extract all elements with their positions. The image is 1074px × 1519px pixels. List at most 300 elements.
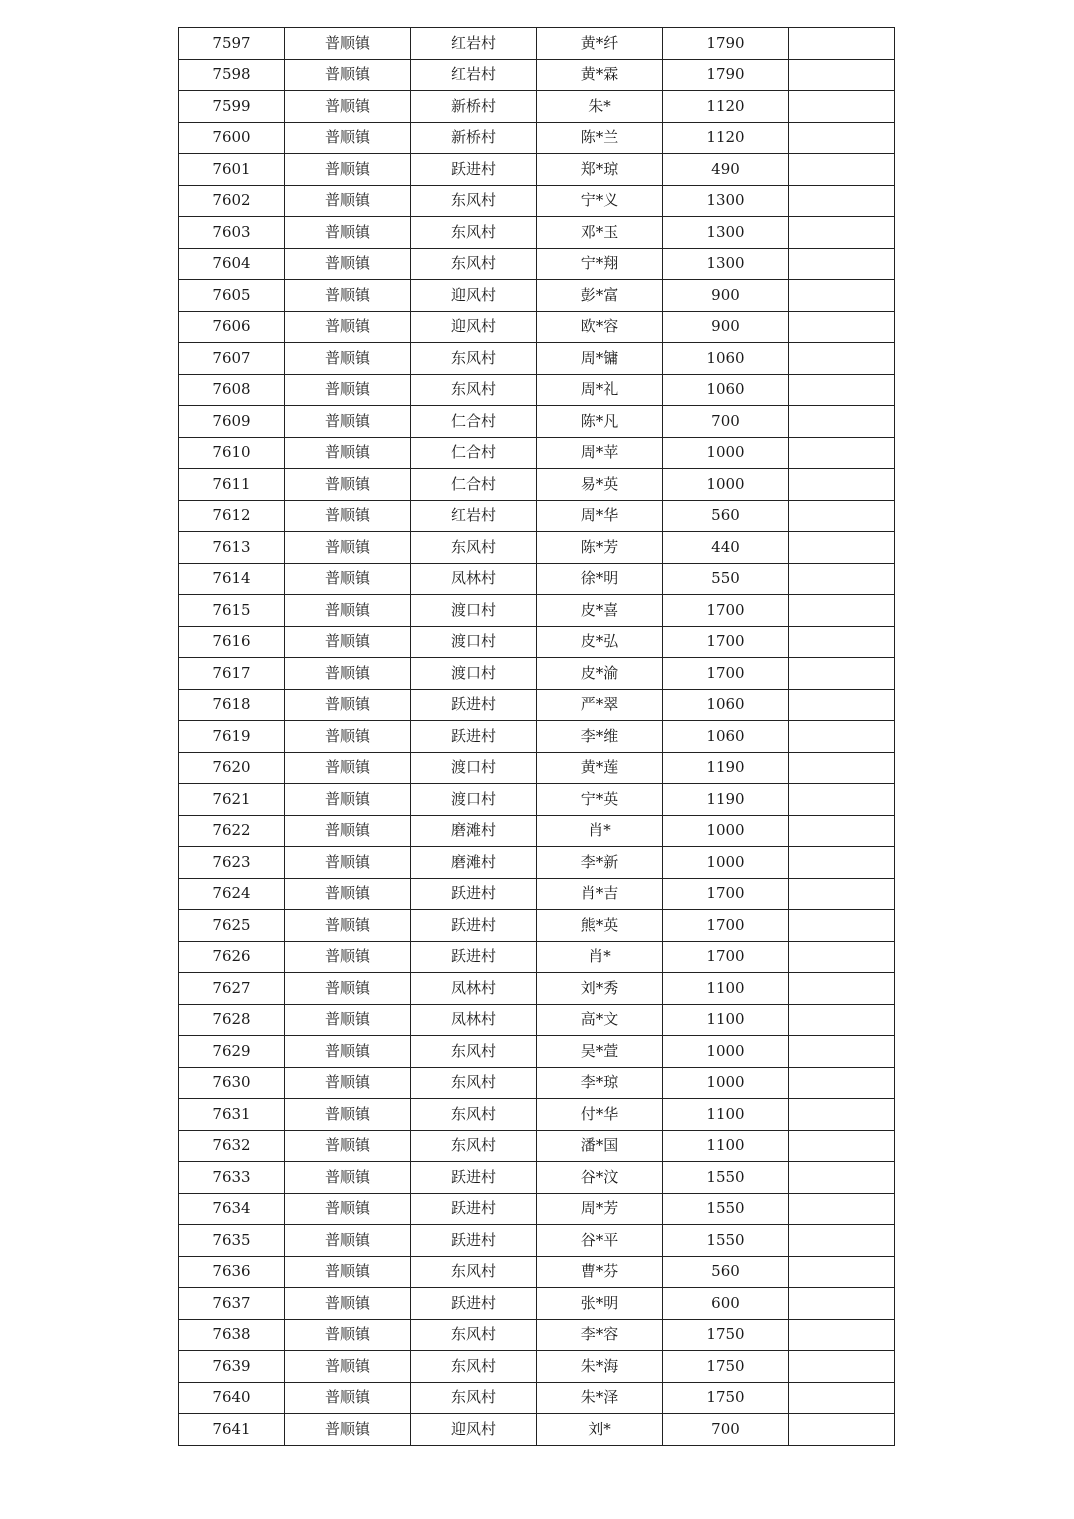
remark-cell: [789, 248, 895, 280]
amount-cell: 1700: [663, 658, 789, 690]
town-cell: 普顺镇: [285, 1099, 411, 1131]
name-cell: 曹*芬: [537, 1256, 663, 1288]
table-row: [179, 437, 895, 469]
amount-cell: 1300: [663, 248, 789, 280]
town-cell: 普顺镇: [285, 1036, 411, 1068]
row-number-cell: 7607: [179, 343, 285, 375]
row-number-cell: 7597: [179, 28, 285, 60]
amount-cell: 1190: [663, 784, 789, 816]
name-cell: 周*苹: [537, 437, 663, 469]
name-cell: 张*明: [537, 1288, 663, 1320]
amount-cell: 1000: [663, 1067, 789, 1099]
town-cell: 普顺镇: [285, 374, 411, 406]
town-cell: 普顺镇: [285, 1288, 411, 1320]
town-cell: 普顺镇: [285, 185, 411, 217]
remark-cell: [789, 847, 895, 879]
village-cell: 跃进村: [411, 941, 537, 973]
row-number-cell: 7612: [179, 500, 285, 532]
village-cell: 跃进村: [411, 721, 537, 753]
amount-cell: 1790: [663, 59, 789, 91]
village-cell: 东风村: [411, 1256, 537, 1288]
village-cell: 渡口村: [411, 626, 537, 658]
village-cell: 凤林村: [411, 973, 537, 1005]
name-cell: 宁*翔: [537, 248, 663, 280]
town-cell: 普顺镇: [285, 59, 411, 91]
amount-cell: 1550: [663, 1162, 789, 1194]
town-cell: 普顺镇: [285, 721, 411, 753]
amount-cell: 440: [663, 532, 789, 564]
village-cell: 东风村: [411, 1130, 537, 1162]
table-row: [179, 374, 895, 406]
village-cell: 渡口村: [411, 784, 537, 816]
name-cell: 李*琼: [537, 1067, 663, 1099]
village-cell: 跃进村: [411, 689, 537, 721]
table-row: [179, 154, 895, 186]
town-cell: 普顺镇: [285, 1351, 411, 1383]
amount-cell: 900: [663, 311, 789, 343]
village-cell: 磨滩村: [411, 815, 537, 847]
table-row: [179, 185, 895, 217]
town-cell: 普顺镇: [285, 311, 411, 343]
table-row: [179, 1256, 895, 1288]
village-cell: 红岩村: [411, 59, 537, 91]
town-cell: 普顺镇: [285, 658, 411, 690]
amount-cell: 1750: [663, 1351, 789, 1383]
row-number-cell: 7634: [179, 1193, 285, 1225]
row-number-cell: 7603: [179, 217, 285, 249]
town-cell: 普顺镇: [285, 469, 411, 501]
table-row: [179, 815, 895, 847]
row-number-cell: 7606: [179, 311, 285, 343]
remark-cell: [789, 973, 895, 1005]
name-cell: 周*华: [537, 500, 663, 532]
village-cell: 红岩村: [411, 500, 537, 532]
town-cell: 普顺镇: [285, 1067, 411, 1099]
amount-cell: 1190: [663, 752, 789, 784]
town-cell: 普顺镇: [285, 752, 411, 784]
name-cell: 陈*兰: [537, 122, 663, 154]
town-cell: 普顺镇: [285, 280, 411, 312]
name-cell: 皮*弘: [537, 626, 663, 658]
row-number-cell: 7630: [179, 1067, 285, 1099]
row-number-cell: 7638: [179, 1319, 285, 1351]
amount-cell: 1120: [663, 91, 789, 123]
row-number-cell: 7615: [179, 595, 285, 627]
village-cell: 仁合村: [411, 469, 537, 501]
name-cell: 邓*玉: [537, 217, 663, 249]
row-number-cell: 7622: [179, 815, 285, 847]
amount-cell: 490: [663, 154, 789, 186]
remark-cell: [789, 752, 895, 784]
row-number-cell: 7599: [179, 91, 285, 123]
town-cell: 普顺镇: [285, 563, 411, 595]
remark-cell: [789, 910, 895, 942]
table-row: [179, 784, 895, 816]
town-cell: 普顺镇: [285, 847, 411, 879]
town-cell: 普顺镇: [285, 1162, 411, 1194]
roster-table: [178, 27, 895, 1446]
table-row: [179, 1067, 895, 1099]
table-row: [179, 689, 895, 721]
amount-cell: 1100: [663, 1099, 789, 1131]
name-cell: 徐*明: [537, 563, 663, 595]
amount-cell: 1000: [663, 437, 789, 469]
remark-cell: [789, 941, 895, 973]
village-cell: 磨滩村: [411, 847, 537, 879]
village-cell: 东风村: [411, 532, 537, 564]
row-number-cell: 7605: [179, 280, 285, 312]
village-cell: 渡口村: [411, 752, 537, 784]
amount-cell: 560: [663, 500, 789, 532]
name-cell: 李*维: [537, 721, 663, 753]
table-row: [179, 311, 895, 343]
table-row: [179, 1319, 895, 1351]
amount-cell: 1000: [663, 1036, 789, 1068]
remark-cell: [789, 1382, 895, 1414]
town-cell: 普顺镇: [285, 217, 411, 249]
remark-cell: [789, 154, 895, 186]
village-cell: 渡口村: [411, 595, 537, 627]
table-row: [179, 469, 895, 501]
amount-cell: 1060: [663, 721, 789, 753]
town-cell: 普顺镇: [285, 595, 411, 627]
amount-cell: 1060: [663, 374, 789, 406]
table-row: [179, 658, 895, 690]
name-cell: 刘*: [537, 1414, 663, 1446]
village-cell: 迎风村: [411, 280, 537, 312]
name-cell: 欧*容: [537, 311, 663, 343]
remark-cell: [789, 437, 895, 469]
table-row: [179, 91, 895, 123]
amount-cell: 1700: [663, 626, 789, 658]
amount-cell: 1120: [663, 122, 789, 154]
table-row: [179, 1162, 895, 1194]
village-cell: 东风村: [411, 1099, 537, 1131]
amount-cell: 1300: [663, 185, 789, 217]
row-number-cell: 7609: [179, 406, 285, 438]
remark-cell: [789, 1130, 895, 1162]
remark-cell: [789, 1036, 895, 1068]
village-cell: 东风村: [411, 217, 537, 249]
remark-cell: [789, 185, 895, 217]
row-number-cell: 7632: [179, 1130, 285, 1162]
town-cell: 普顺镇: [285, 248, 411, 280]
town-cell: 普顺镇: [285, 784, 411, 816]
remark-cell: [789, 280, 895, 312]
town-cell: 普顺镇: [285, 1130, 411, 1162]
village-cell: 迎风村: [411, 1414, 537, 1446]
village-cell: 新桥村: [411, 91, 537, 123]
row-number-cell: 7602: [179, 185, 285, 217]
table-row: [179, 1351, 895, 1383]
table-row: [179, 1382, 895, 1414]
town-cell: 普顺镇: [285, 91, 411, 123]
name-cell: 易*英: [537, 469, 663, 501]
village-cell: 仁合村: [411, 437, 537, 469]
row-number-cell: 7633: [179, 1162, 285, 1194]
village-cell: 东风村: [411, 1319, 537, 1351]
remark-cell: [789, 878, 895, 910]
row-number-cell: 7624: [179, 878, 285, 910]
name-cell: 谷*汶: [537, 1162, 663, 1194]
row-number-cell: 7620: [179, 752, 285, 784]
remark-cell: [789, 658, 895, 690]
remark-cell: [789, 689, 895, 721]
amount-cell: 1790: [663, 28, 789, 60]
town-cell: 普顺镇: [285, 910, 411, 942]
table-row: [179, 626, 895, 658]
name-cell: 皮*渝: [537, 658, 663, 690]
row-number-cell: 7608: [179, 374, 285, 406]
town-cell: 普顺镇: [285, 1004, 411, 1036]
table-row: [179, 1004, 895, 1036]
village-cell: 东风村: [411, 1067, 537, 1099]
amount-cell: 560: [663, 1256, 789, 1288]
row-number-cell: 7641: [179, 1414, 285, 1446]
row-number-cell: 7610: [179, 437, 285, 469]
table-row: [179, 122, 895, 154]
name-cell: 谷*平: [537, 1225, 663, 1257]
town-cell: 普顺镇: [285, 1225, 411, 1257]
name-cell: 陈*芳: [537, 532, 663, 564]
town-cell: 普顺镇: [285, 437, 411, 469]
village-cell: 跃进村: [411, 1288, 537, 1320]
name-cell: 宁*义: [537, 185, 663, 217]
table-row: [179, 1193, 895, 1225]
remark-cell: [789, 343, 895, 375]
amount-cell: 1100: [663, 1004, 789, 1036]
remark-cell: [789, 374, 895, 406]
row-number-cell: 7617: [179, 658, 285, 690]
amount-cell: 1700: [663, 910, 789, 942]
remark-cell: [789, 406, 895, 438]
row-number-cell: 7619: [179, 721, 285, 753]
name-cell: 严*翠: [537, 689, 663, 721]
town-cell: 普顺镇: [285, 1319, 411, 1351]
table-row: [179, 847, 895, 879]
row-number-cell: 7600: [179, 122, 285, 154]
row-number-cell: 7621: [179, 784, 285, 816]
table-row: [179, 343, 895, 375]
roster-table-body: [179, 28, 895, 1446]
table-row: [179, 532, 895, 564]
village-cell: 东风村: [411, 374, 537, 406]
table-row: [179, 1130, 895, 1162]
amount-cell: 900: [663, 280, 789, 312]
remark-cell: [789, 1067, 895, 1099]
town-cell: 普顺镇: [285, 626, 411, 658]
table-row: [179, 752, 895, 784]
name-cell: 黄*霖: [537, 59, 663, 91]
village-cell: 东风村: [411, 1351, 537, 1383]
town-cell: 普顺镇: [285, 406, 411, 438]
village-cell: 东风村: [411, 1036, 537, 1068]
town-cell: 普顺镇: [285, 28, 411, 60]
table-row: [179, 595, 895, 627]
remark-cell: [789, 91, 895, 123]
remark-cell: [789, 1288, 895, 1320]
row-number-cell: 7604: [179, 248, 285, 280]
table-row: [179, 500, 895, 532]
row-number-cell: 7618: [179, 689, 285, 721]
table-row: [179, 1288, 895, 1320]
row-number-cell: 7626: [179, 941, 285, 973]
village-cell: 迎风村: [411, 311, 537, 343]
village-cell: 仁合村: [411, 406, 537, 438]
town-cell: 普顺镇: [285, 343, 411, 375]
remark-cell: [789, 563, 895, 595]
remark-cell: [789, 1162, 895, 1194]
amount-cell: 1300: [663, 217, 789, 249]
village-cell: 跃进村: [411, 1193, 537, 1225]
village-cell: 凤林村: [411, 563, 537, 595]
row-number-cell: 7598: [179, 59, 285, 91]
amount-cell: 550: [663, 563, 789, 595]
remark-cell: [789, 1319, 895, 1351]
row-number-cell: 7639: [179, 1351, 285, 1383]
name-cell: 李*新: [537, 847, 663, 879]
row-number-cell: 7616: [179, 626, 285, 658]
name-cell: 陈*凡: [537, 406, 663, 438]
amount-cell: 1750: [663, 1319, 789, 1351]
remark-cell: [789, 59, 895, 91]
remark-cell: [789, 532, 895, 564]
village-cell: 凤林村: [411, 1004, 537, 1036]
town-cell: 普顺镇: [285, 1382, 411, 1414]
remark-cell: [789, 1225, 895, 1257]
row-number-cell: 7636: [179, 1256, 285, 1288]
table-row: [179, 878, 895, 910]
row-number-cell: 7635: [179, 1225, 285, 1257]
amount-cell: 1700: [663, 595, 789, 627]
village-cell: 跃进村: [411, 1162, 537, 1194]
town-cell: 普顺镇: [285, 532, 411, 564]
town-cell: 普顺镇: [285, 500, 411, 532]
remark-cell: [789, 626, 895, 658]
name-cell: 潘*国: [537, 1130, 663, 1162]
name-cell: 周*礼: [537, 374, 663, 406]
name-cell: 宁*英: [537, 784, 663, 816]
row-number-cell: 7629: [179, 1036, 285, 1068]
name-cell: 朱*海: [537, 1351, 663, 1383]
remark-cell: [789, 500, 895, 532]
name-cell: 熊*英: [537, 910, 663, 942]
row-number-cell: 7611: [179, 469, 285, 501]
table-row: [179, 217, 895, 249]
village-cell: 东风村: [411, 1382, 537, 1414]
amount-cell: 600: [663, 1288, 789, 1320]
remark-cell: [789, 122, 895, 154]
amount-cell: 1100: [663, 1130, 789, 1162]
amount-cell: 1000: [663, 847, 789, 879]
name-cell: 肖*吉: [537, 878, 663, 910]
remark-cell: [789, 815, 895, 847]
amount-cell: 1060: [663, 689, 789, 721]
row-number-cell: 7627: [179, 973, 285, 1005]
table-row: [179, 910, 895, 942]
name-cell: 刘*秀: [537, 973, 663, 1005]
table-row: [179, 1036, 895, 1068]
name-cell: 吴*萱: [537, 1036, 663, 1068]
village-cell: 新桥村: [411, 122, 537, 154]
row-number-cell: 7631: [179, 1099, 285, 1131]
remark-cell: [789, 469, 895, 501]
amount-cell: 1700: [663, 878, 789, 910]
table-row: [179, 280, 895, 312]
name-cell: 肖*: [537, 815, 663, 847]
amount-cell: 1100: [663, 973, 789, 1005]
name-cell: 李*容: [537, 1319, 663, 1351]
table-row: [179, 941, 895, 973]
name-cell: 朱*泽: [537, 1382, 663, 1414]
row-number-cell: 7625: [179, 910, 285, 942]
row-number-cell: 7613: [179, 532, 285, 564]
town-cell: 普顺镇: [285, 973, 411, 1005]
town-cell: 普顺镇: [285, 878, 411, 910]
table-row: [179, 248, 895, 280]
amount-cell: 1750: [663, 1382, 789, 1414]
town-cell: 普顺镇: [285, 689, 411, 721]
remark-cell: [789, 1004, 895, 1036]
town-cell: 普顺镇: [285, 122, 411, 154]
name-cell: 付*华: [537, 1099, 663, 1131]
amount-cell: 1700: [663, 941, 789, 973]
village-cell: 东风村: [411, 185, 537, 217]
row-number-cell: 7628: [179, 1004, 285, 1036]
table-row: [179, 973, 895, 1005]
remark-cell: [789, 784, 895, 816]
remark-cell: [789, 217, 895, 249]
name-cell: 黄*纤: [537, 28, 663, 60]
name-cell: 彭*富: [537, 280, 663, 312]
remark-cell: [789, 1414, 895, 1446]
remark-cell: [789, 28, 895, 60]
village-cell: 跃进村: [411, 878, 537, 910]
town-cell: 普顺镇: [285, 941, 411, 973]
name-cell: 周*镛: [537, 343, 663, 375]
row-number-cell: 7623: [179, 847, 285, 879]
town-cell: 普顺镇: [285, 154, 411, 186]
row-number-cell: 7637: [179, 1288, 285, 1320]
amount-cell: 700: [663, 406, 789, 438]
town-cell: 普顺镇: [285, 1414, 411, 1446]
town-cell: 普顺镇: [285, 1256, 411, 1288]
village-cell: 跃进村: [411, 154, 537, 186]
remark-cell: [789, 311, 895, 343]
row-number-cell: 7640: [179, 1382, 285, 1414]
remark-cell: [789, 721, 895, 753]
table-row: [179, 1099, 895, 1131]
name-cell: 黄*莲: [537, 752, 663, 784]
village-cell: 渡口村: [411, 658, 537, 690]
town-cell: 普顺镇: [285, 1193, 411, 1225]
name-cell: 郑*琼: [537, 154, 663, 186]
town-cell: 普顺镇: [285, 815, 411, 847]
table-row: [179, 59, 895, 91]
table-row: [179, 721, 895, 753]
row-number-cell: 7614: [179, 563, 285, 595]
name-cell: 周*芳: [537, 1193, 663, 1225]
amount-cell: 1550: [663, 1193, 789, 1225]
village-cell: 东风村: [411, 343, 537, 375]
amount-cell: 700: [663, 1414, 789, 1446]
village-cell: 跃进村: [411, 910, 537, 942]
table-row: [179, 1225, 895, 1257]
village-cell: 红岩村: [411, 28, 537, 60]
row-number-cell: 7601: [179, 154, 285, 186]
village-cell: 跃进村: [411, 1225, 537, 1257]
table-row: [179, 406, 895, 438]
